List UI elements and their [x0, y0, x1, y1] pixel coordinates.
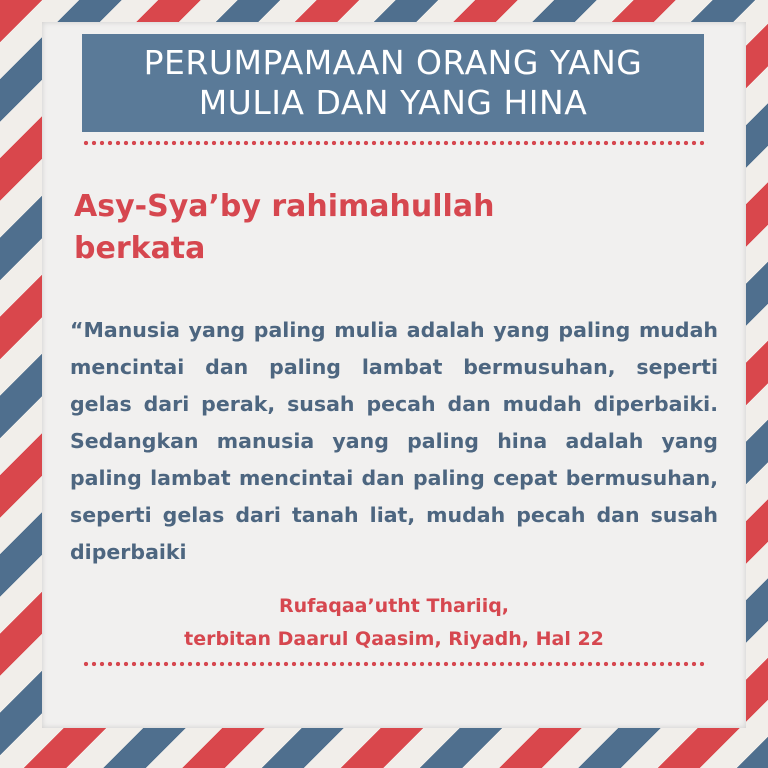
- source-citation: [42, 590, 746, 656]
- heading-line-1: Asy-Sya’by rahimahullah: [74, 189, 495, 224]
- title-line-1: PERUMPAMAAN ORANG YANG: [143, 43, 643, 82]
- source-line-1: Rufaqaa’utht Thariiq,: [278, 595, 510, 617]
- airmail-card: [42, 22, 746, 728]
- title-banner: [82, 34, 704, 132]
- quote-text: “Manusia yang paling mulia adalah yang paling mudah mencintai dan paling lambat bermusuhan, seperti gelas dari perak, susah pecah dan mudah diperbaiki. Sedangkan manusia yang paling hina adalah yang paling lambat mencintai dan paling cepat bermusuhan, seperti gelas dari tanah liat, mudah pecah dan susah diperbaiki: [70, 318, 718, 564]
- source-line-2: terbitan Daarul Qaasim, Riyadh, Hal 22: [184, 628, 604, 650]
- title-line-2: MULIA DAN YANG HINA: [198, 83, 588, 122]
- dotted-divider-top: [82, 140, 708, 146]
- heading-line-2: berkata: [74, 231, 206, 266]
- dotted-divider-bottom: [82, 661, 708, 667]
- quote-heading: [74, 186, 494, 270]
